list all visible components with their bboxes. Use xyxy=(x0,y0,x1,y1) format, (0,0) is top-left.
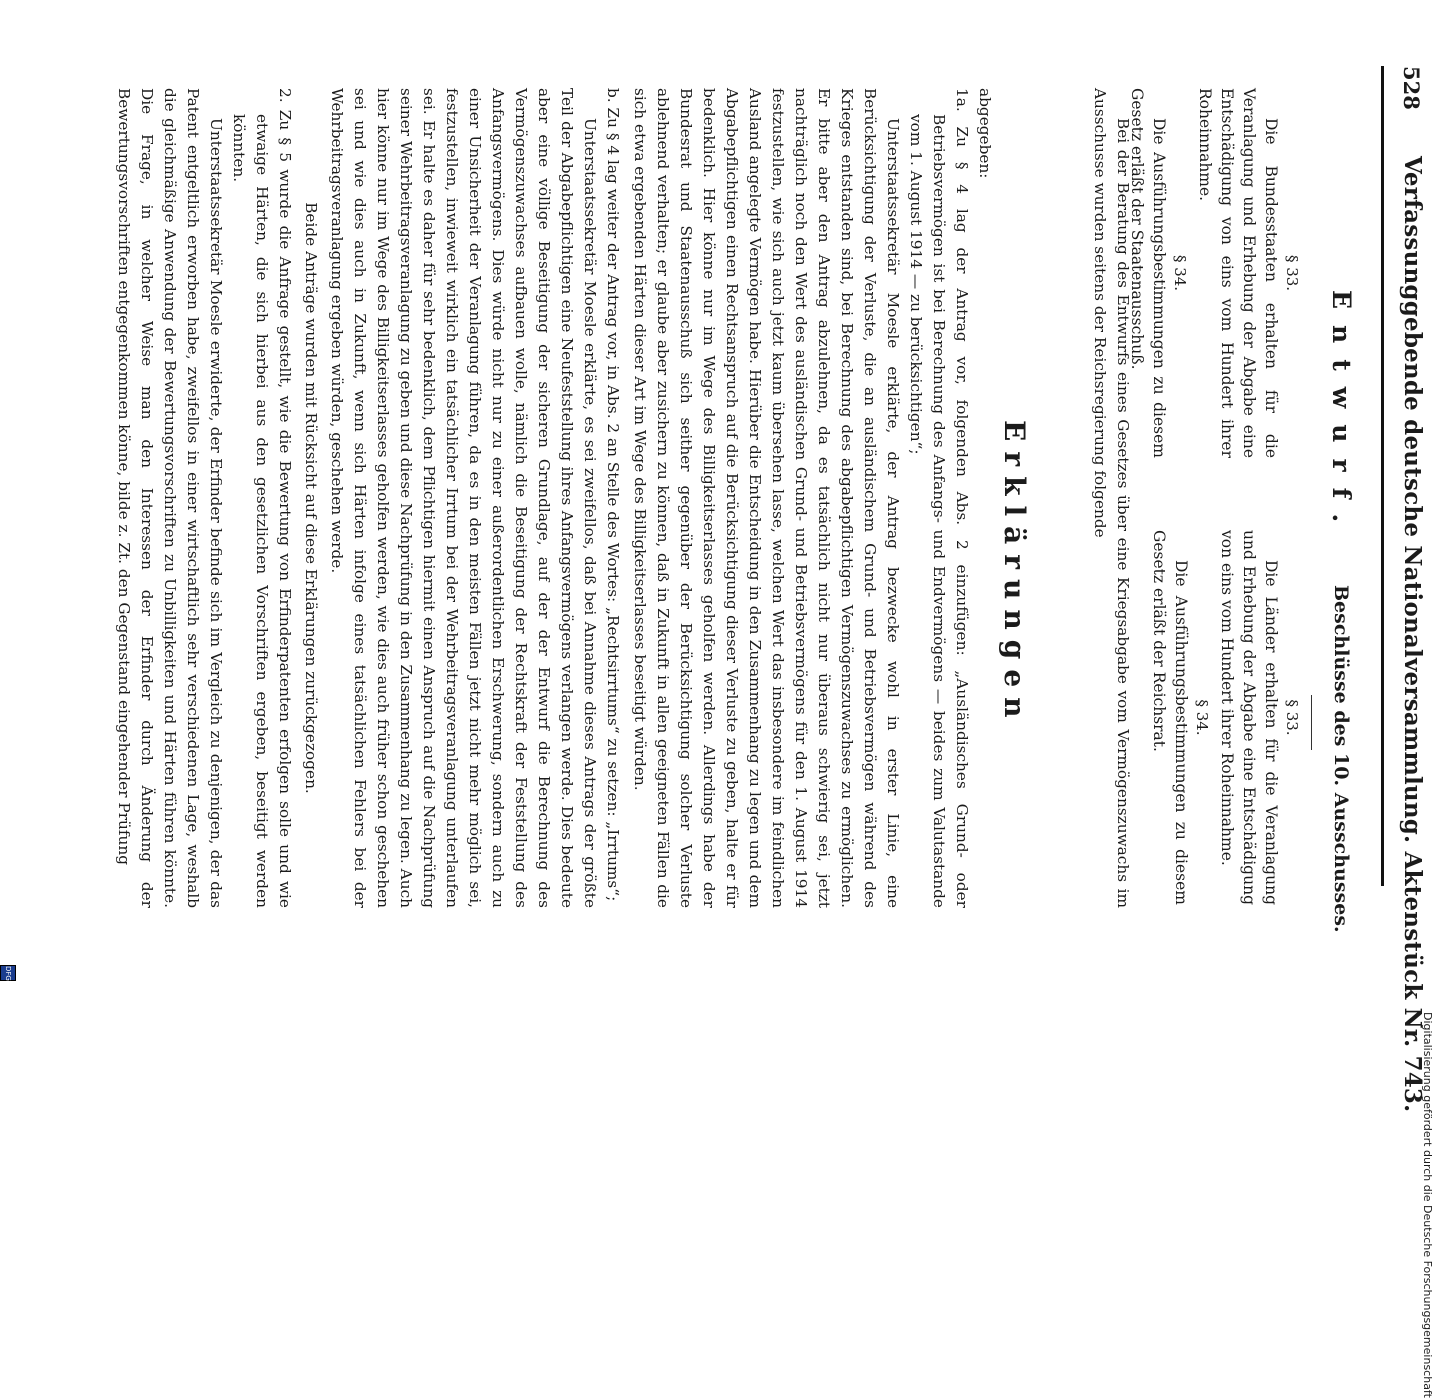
committee-para-33-text: Die Länder erhalten für die Veranlagung und Erhebung der Abgabe eine Entschädigung von eins vom Hundert ihrer Roheinnahme. xyxy=(1218,530,1280,905)
page-heading: Verfassunggebende deutsche Nationalversammlung. Aktenstück Nr. 743. xyxy=(1399,156,1426,1113)
digitization-credit: Digitalisierung gefördert durch die Deutsche Forschungsgemeinschaft xyxy=(1421,1012,1434,1398)
page-number: 528 xyxy=(1399,66,1424,110)
explanations-title: Erklärungen xyxy=(998,420,1031,728)
item-2-reply: Unterstaatssekretär Moesle erwiderte, der Erfinder befinde sich im Vergleich zu denjenigen, der das Patent entgeltlich erworben habe, zweifellos in einer wirtschaftlich sehr verschiedenen Lage, weshalb die gleichmäßige Anwendung der Bewertungsvorschriften zu Unbilligkeiten und Härten führen könnte. Die Frage, in welcher Weise man den Interessen der Erfinder durch Änderung der Bewertungsvorschriften entgegenkommen könne, bilde z. Zt. den Gegenstand eingehender Prüfung xyxy=(115,88,225,908)
explanations-body xyxy=(112,88,996,908)
draft-para-34-number: § 34. xyxy=(1171,254,1189,292)
page-header xyxy=(1394,66,1434,1113)
draft-para-34-text: Die Ausführungsbestimmungen zu diesem Gesetz erläßt der Staatenausschuß. xyxy=(1128,88,1168,458)
draft-column xyxy=(1126,88,1302,458)
committee-para-34-text: Die Ausführungsbestimmungen zu diesem Gesetz erläßt der Reichsrat. xyxy=(1150,530,1190,905)
intro-text: Bei der Beratung des Entwurfs eines Gesetzes über eine Kriegsabgabe vom Vermögenszuwachs im Ausschusse wurden seitens der Reichsregierung folgende xyxy=(1091,88,1132,908)
explanations-intro xyxy=(1088,88,1134,908)
committee-heading: Beschlüsse des 10. Ausschusses. xyxy=(1330,585,1352,933)
intro-end: abgegeben: xyxy=(976,88,994,179)
item-b: b. Zu § 4 lag weiter der Antrag vor, in Abs. 2 an Stelle des Wortes: „Rechtsirrtums“ zu setzen: „Irrtums“; xyxy=(604,88,622,902)
item-1a-reply: Unterstaatssekretär Moesle erklärte, der Antrag bezwecke wohl in erster Linie, eine Berücksichtigung der Verluste, die an ausländischem Grund- und Betriebsvermögen während des Krieges entstanden sind, bei Berechnung des abgabepflichtigen Vermögenszuwachses zu ermöglichen. Er bitte aber den Antrag abzulehnen, da es tatsächlich nicht nur überaus schwierig sei, jetzt nachträglich noch den Wert des ausländischen Grund- und Betriebsvermögens für den 1. August 1914 festzustellen, wie sich auch jetzt kaum übersehen lasse, welchen Wert das insbesondere im feindlichen Ausland angelegte Vermögen habe. Hierüber die Entscheidung in den Zusammenhang zu legen und dem Abgabepflichtigen einen Rechtsanspruch auf die Berücksichtigung dieser Verluste zu geben, halte er für bedenklich. Hier könne nur im Wege des Billigkeitserlasses geholfen werden. Allerdings habe der Bundesrat und Staatenausschuß sich seither gegenüber der Berücksichtigung solcher Verluste ablehnend verhalten; er glaube aber zusichern zu können, daß in Zukunft in allen geeigneten Fällen die sich etwa ergebenden Härten dieser Art im Wege des Billigkeitserlasses beseitigt würden. xyxy=(631,88,902,908)
item-2: 2. Zu § 5 wurde die Anfrage gestellt, wie die Bewertung von Erfinderpatenten erfolgen solle und wie etwaige Härten, die sich hierbei aus den gesetzlichen Vorschriften ergeben, beseitigt werden könnten. xyxy=(230,88,294,908)
committee-rule xyxy=(1311,695,1312,750)
draft-para-33-number: § 33. xyxy=(1283,254,1301,292)
committee-para-34-number: § 34. xyxy=(1193,699,1211,736)
withdrawn-note: Beide Anträge wurden mit Rücksicht auf diese Erklärungen zurückgezogen. xyxy=(302,202,320,794)
item-b-reply: Unterstaatssekretär Moesle erklärte, es sei zweifellos, daß bei Annahme dieses Antrags der größte Teil der Abgabepflichtigen eine Neufeststellung ihres Anfangsvermögens verlangen werde. Dies bedeute aber eine völlige Beseitigung der sicheren Grundlage, auf der der Entwurf die Berechnung des Vermögenszuwachses aufbauen wolle, nämlich die Beseitigung der Rechtskraft der Feststellung des Anfangsvermögens. Dies würde nicht nur zu einer außerordentlichen Erschwerung, sondern auch zu einer Unsicherheit der Veranlagung führen, da es in den meisten Fällen jetzt nicht mehr möglich sei, festzustellen, inwieweit wirklich ein tatsächlicher Irrtum bei der Wehrbeitragsveranlagung unterlaufen sei. Er halte es daher für sehr bedenklich, dem Pflichtigen hiermit einen Anspruch auf die Nachprüfung seiner Wehrbeitragsveranlagung zu geben und diese Nachprüfung in den Zusammenhang zu legen. Auch hier könne nur im Wege des Billigkeitserlasses geholfen werden, wie dies auch früher schon geschehen sei und wie dies auch in Zukunft, wenn sich Härten infolge eines tatsächlichen Fehlers bei der Wehrbeitragsveranlagung ergeben würden, geschehen werde. xyxy=(328,88,599,908)
dfg-logo: DFG xyxy=(0,965,16,981)
draft-heading: Entwurf. xyxy=(1327,290,1356,539)
committee-para-33-number: § 33. xyxy=(1283,699,1301,736)
header-rule xyxy=(1381,66,1384,886)
committee-column xyxy=(1148,530,1302,905)
item-1a: 1a. Zu § 4 lag der Antrag vor, folgenden Abs. 2 einzufügen: „Ausländisches Grund- oder Betriebsvermögen ist bei Berechnung des Anfangs- und Endvermögens — beides zum Valutastande vom 1. August 1914 — zu berücksichtigen“; xyxy=(907,88,971,908)
draft-para-33-text: Die Bundesstaaten erhalten für die Veranlagung und Erhebung der Abgabe eine Entschädigung von eins vom Hundert ihrer Roheinnahme. xyxy=(1196,88,1280,458)
